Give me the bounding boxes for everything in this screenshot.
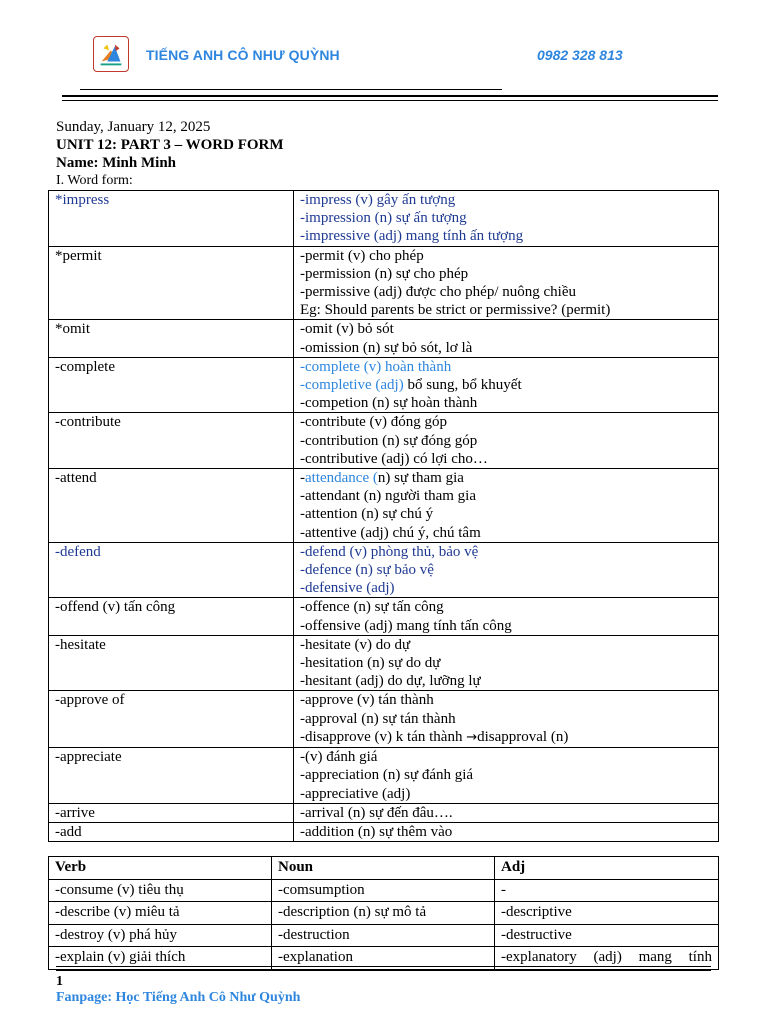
word-forms xyxy=(294,598,719,635)
verb-cell: -destroy (v) phá hủy xyxy=(49,924,272,947)
word-form-line: -appreciation (n) sự đánh giá xyxy=(300,767,474,784)
word-form-line: -attendant (n) người tham gia xyxy=(300,488,477,505)
root-word: -arrive xyxy=(49,803,294,822)
table-row xyxy=(49,598,719,635)
adj-word: -explanatory xyxy=(501,949,577,965)
word-form-line xyxy=(300,728,712,747)
root-word: -complete xyxy=(49,357,294,413)
root-word: -attend xyxy=(49,469,294,543)
header-rule-thin xyxy=(80,89,502,90)
word-form-line: -contribute (v) đóng góp xyxy=(300,414,448,431)
word-forms xyxy=(294,635,719,691)
word-form-line: -hesitant (adj) do dự, lưỡng lự xyxy=(300,673,481,690)
word-form-text: disapproval (n) xyxy=(477,728,569,745)
table-row xyxy=(49,748,719,804)
word-forms xyxy=(294,246,719,320)
word-form-table xyxy=(48,190,719,842)
word-forms xyxy=(294,803,719,822)
word-form-line xyxy=(300,376,712,394)
word-form-line: -omit (v) bỏ sót xyxy=(300,321,394,338)
word-form-line: -impressive (adj) mang tính ấn tượng xyxy=(300,228,524,245)
verb-cell: -explain (v) giải thích xyxy=(49,947,272,970)
root-word: -offend (v) tấn công xyxy=(49,598,294,635)
word-form-highlight: attendance ( xyxy=(305,470,378,487)
page-number: 1 xyxy=(56,974,63,989)
arrow-right-icon: → xyxy=(466,729,478,745)
root-word: *omit xyxy=(49,320,294,357)
header-title: TIẾNG ANH CÔ NHƯ QUỲNH xyxy=(146,47,340,63)
word-form-line: -competion (n) sự hoàn thành xyxy=(300,395,478,412)
word-form-line: -offence (n) sự tấn công xyxy=(300,599,444,616)
root-word: -contribute xyxy=(49,413,294,469)
word-form-line: -defence (n) sự bảo vệ xyxy=(300,562,434,579)
word-form-line: -impression (n) sự ấn tượng xyxy=(300,210,467,227)
root-word: -appreciate xyxy=(49,748,294,804)
column-header-noun: Noun xyxy=(272,857,495,880)
footer-rule xyxy=(56,970,711,971)
word-form-line: -defensive (adj) xyxy=(300,580,395,597)
adj-word: mang xyxy=(638,949,672,965)
column-header-verb: Verb xyxy=(49,857,272,880)
word-form-dash: - xyxy=(300,470,305,487)
word-form-line: -contribution (n) sự đóng góp xyxy=(300,432,478,449)
word-forms xyxy=(294,748,719,804)
word-form-meaning: n) sự tham gia xyxy=(377,470,464,487)
header-rule-thick xyxy=(62,95,718,97)
word-form-line: -permissive (adj) được cho phép/ nuông chiều xyxy=(300,284,576,301)
word-form-line: -hesitation (n) sự do dự xyxy=(300,655,441,672)
noun-cell: -description (n) sự mô tả xyxy=(272,902,495,925)
table-row xyxy=(49,191,719,247)
word-forms xyxy=(294,542,719,598)
word-form-line: -appreciative (adj) xyxy=(300,785,411,802)
word-form-line: -offensive (adj) mang tính tấn công xyxy=(300,617,512,634)
word-form-line: -contributive (adj) có lợi cho… xyxy=(300,450,488,467)
word-form-line: -arrival (n) sự đến đâu…. xyxy=(300,804,453,821)
table-row xyxy=(49,542,719,598)
fanpage-link[interactable]: Fanpage: Học Tiếng Anh Cô Như Quỳnh xyxy=(56,990,301,1005)
adj-cell-justified xyxy=(501,948,712,967)
table-row xyxy=(49,357,719,413)
table-row xyxy=(49,879,719,902)
table-row xyxy=(49,803,719,822)
word-form-line: -permit (v) cho phép xyxy=(300,247,424,264)
document-meta xyxy=(56,118,284,190)
word-form-line: -complete (v) hoàn thành xyxy=(300,358,452,375)
word-form-line xyxy=(300,469,712,487)
table-row xyxy=(49,469,719,543)
column-header-adj: Adj xyxy=(495,857,719,880)
word-form-line: -(v) đánh giá xyxy=(300,749,378,766)
adj-word: (adj) xyxy=(593,949,622,965)
root-word: -defend xyxy=(49,542,294,598)
student-name: Name: Minh Minh xyxy=(56,155,176,171)
word-form-line: -attention (n) sự chú ý xyxy=(300,506,434,523)
table-row xyxy=(49,691,719,748)
word-form-line: -addition (n) sự thêm vào xyxy=(300,823,453,840)
table-row xyxy=(49,246,719,320)
table-row xyxy=(49,924,719,947)
noun-cell: -destruction xyxy=(272,924,495,947)
noun-cell: -explanation xyxy=(272,947,495,970)
document-date: Sunday, January 12, 2025 xyxy=(56,119,211,135)
header-rule-lower xyxy=(62,100,718,101)
word-form-line: -approval (n) sự tán thành xyxy=(300,710,456,727)
verb-cell: -describe (v) miêu tả xyxy=(49,902,272,925)
noun-cell: -comsumption xyxy=(272,879,495,902)
word-forms xyxy=(294,320,719,357)
word-form-line: -defend (v) phòng thủ, bảo vệ xyxy=(300,543,479,560)
root-word: *impress xyxy=(49,191,294,247)
root-word: *permit xyxy=(49,246,294,320)
school-logo-icon xyxy=(93,36,129,72)
verb-cell: -consume (v) tiêu thụ xyxy=(49,879,272,902)
root-word: -hesitate xyxy=(49,635,294,691)
word-forms xyxy=(294,191,719,247)
table-row xyxy=(49,320,719,357)
word-forms xyxy=(294,691,719,748)
table-header-row xyxy=(49,857,719,880)
word-forms xyxy=(294,357,719,413)
word-forms xyxy=(294,413,719,469)
root-word: -approve of xyxy=(49,691,294,748)
word-form-line: -attentive (adj) chú ý, chú tâm xyxy=(300,524,481,541)
adj-cell: -destructive xyxy=(495,924,719,947)
verb-noun-adj-table xyxy=(48,856,719,970)
table-row xyxy=(49,822,719,841)
word-form-line: -hesitate (v) do dự xyxy=(300,636,411,653)
example-line: Eg: Should parents be strict or permissive? (permit) xyxy=(300,302,611,319)
footer-rule-upper xyxy=(56,966,711,967)
table-row xyxy=(49,902,719,925)
root-word: -add xyxy=(49,822,294,841)
word-form-highlight: -completive (adj) xyxy=(300,377,404,394)
page-header xyxy=(0,0,768,110)
header-phone: 0982 328 813 xyxy=(537,47,623,63)
word-form-meaning: bổ sung, bổ khuyết xyxy=(403,377,522,394)
word-form-line: -permission (n) sự cho phép xyxy=(300,265,469,282)
adj-cell: -descriptive xyxy=(495,902,719,925)
unit-title: UNIT 12: PART 3 – WORD FORM xyxy=(56,137,284,153)
table-row xyxy=(49,413,719,469)
section-heading: I. Word form: xyxy=(56,173,133,188)
word-form-line: -approve (v) tán thành xyxy=(300,692,434,709)
word-forms xyxy=(294,822,719,841)
adj-cell: - xyxy=(495,879,719,902)
word-form-line: -impress (v) gây ấn tượng xyxy=(300,192,456,208)
word-form-text: -disapprove (v) k tán thành xyxy=(300,728,467,745)
word-forms xyxy=(294,469,719,543)
word-form-line: -omission (n) sự bỏ sót, lơ là xyxy=(300,339,473,356)
table-row xyxy=(49,635,719,691)
adj-word: tính xyxy=(688,949,712,965)
